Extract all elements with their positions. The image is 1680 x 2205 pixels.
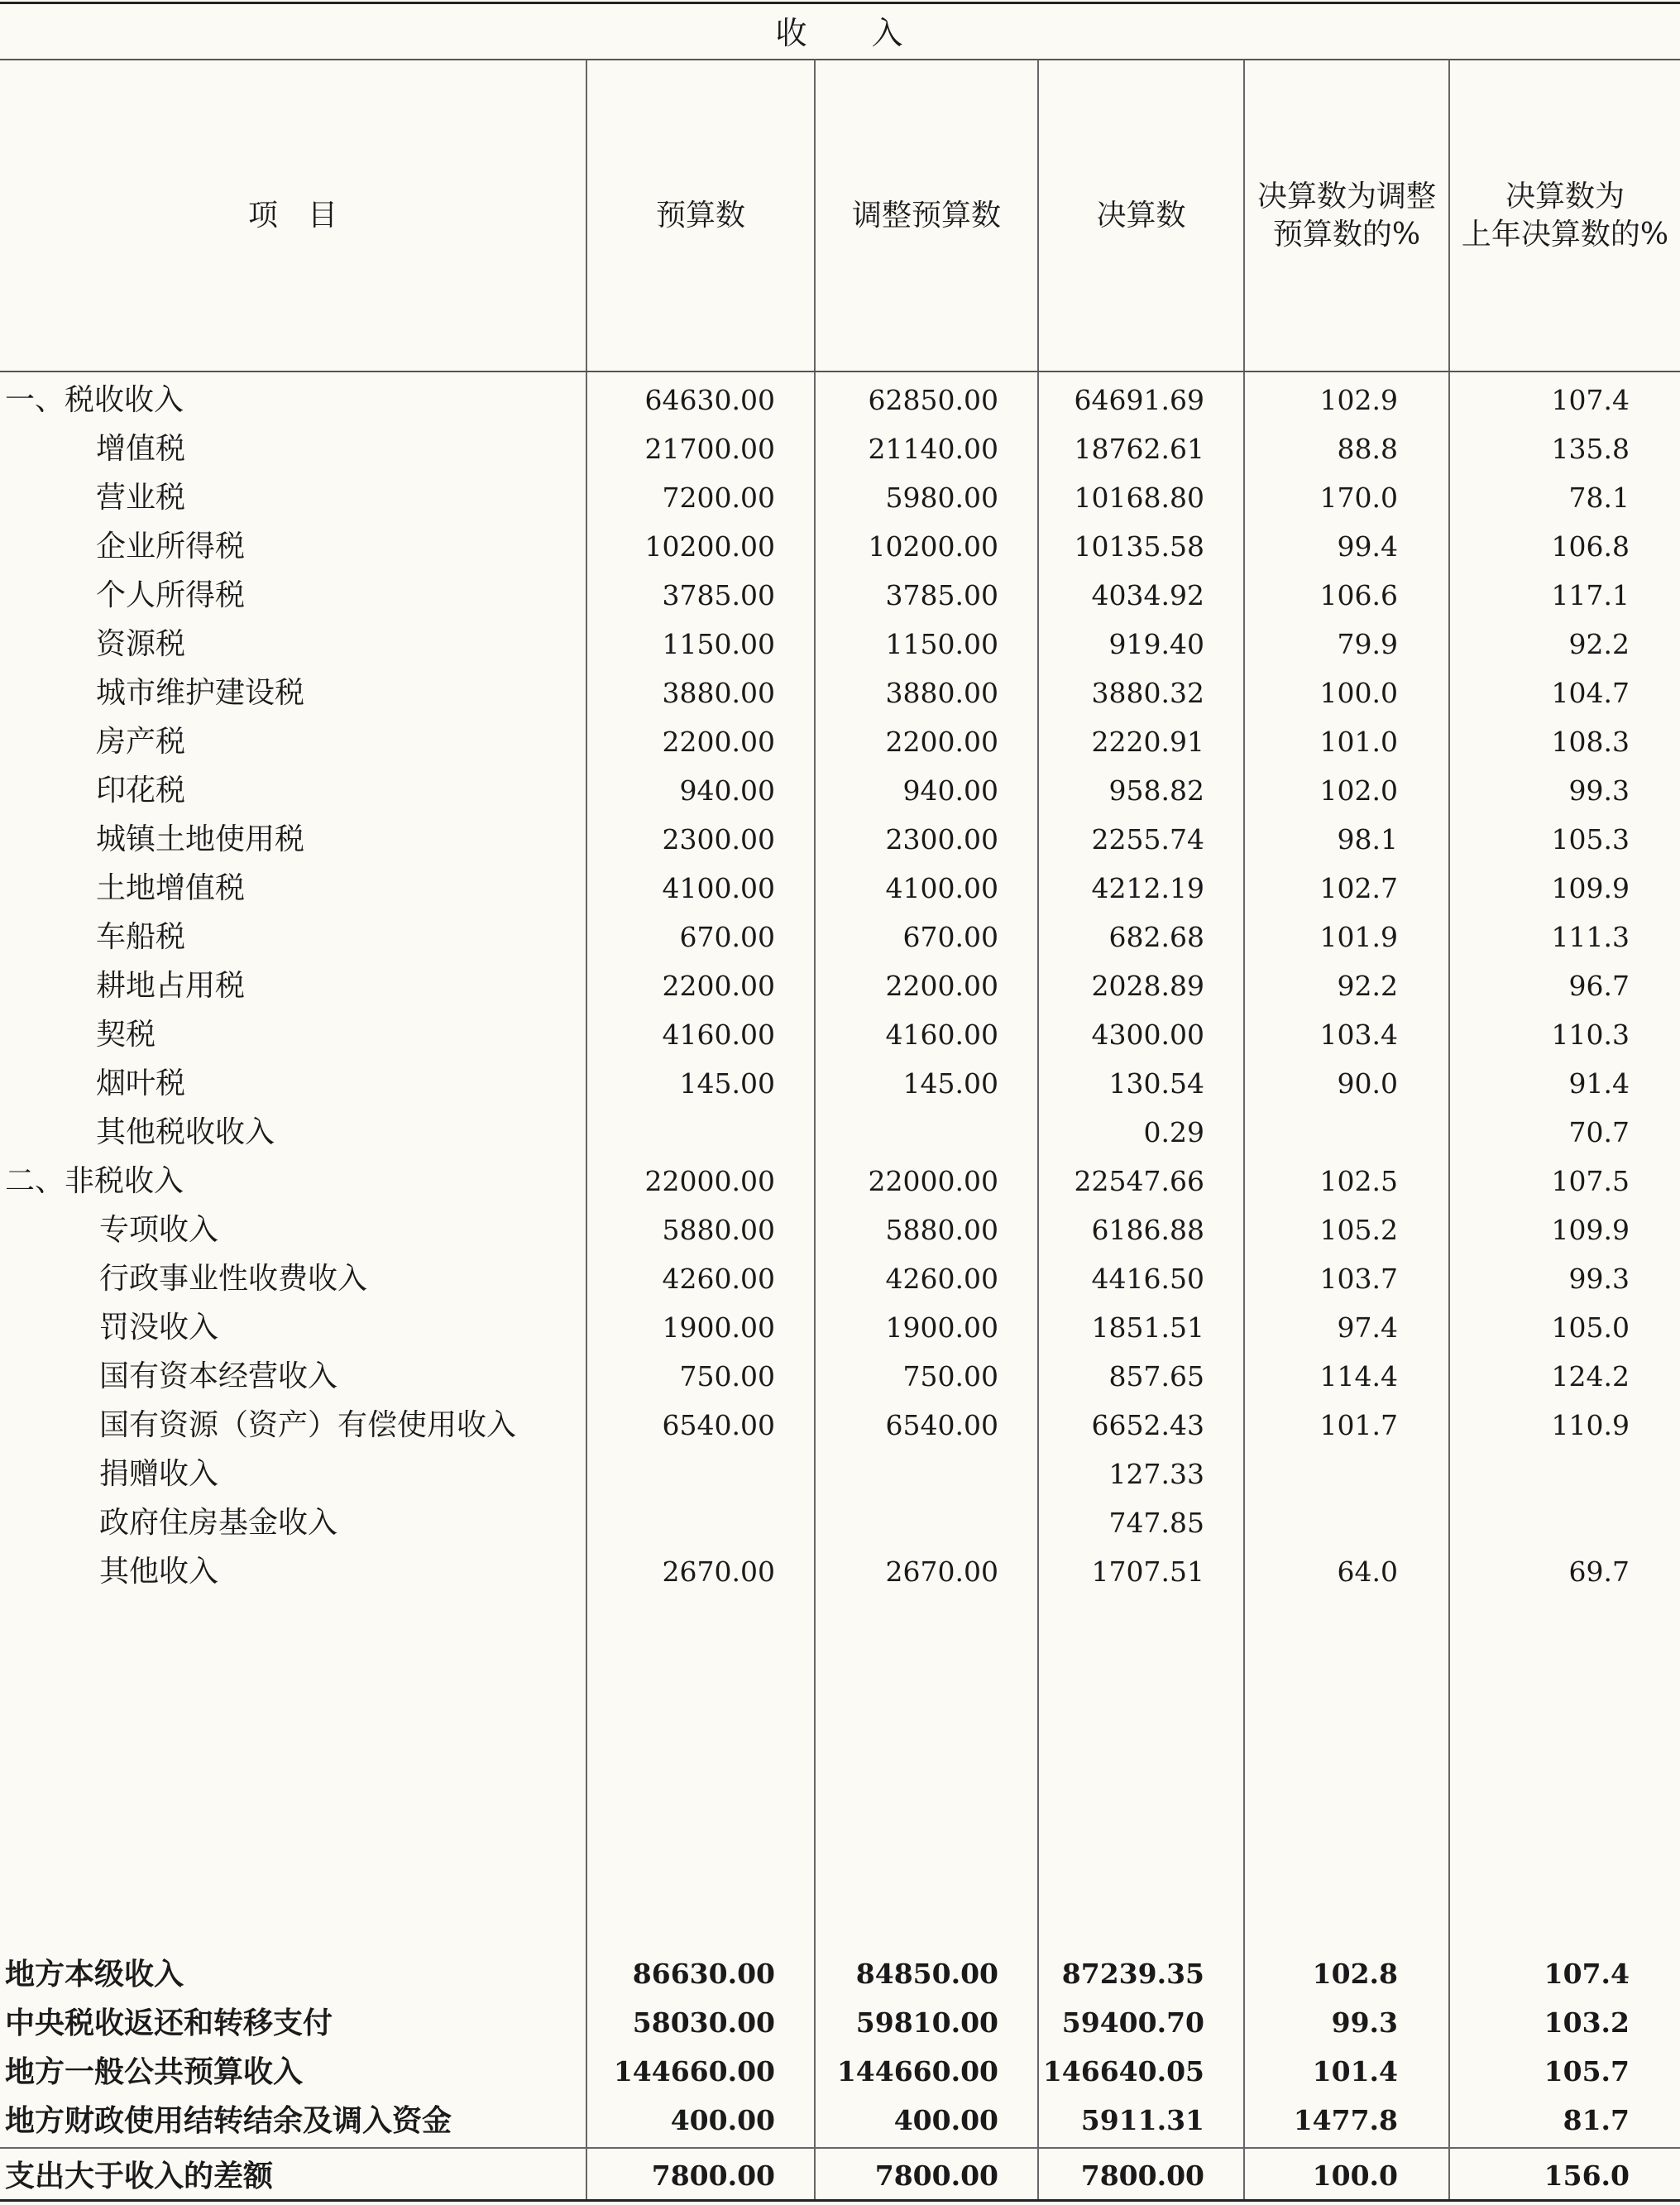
- row-pct-adj-value: 1477.8: [1293, 2104, 1398, 2136]
- row-pct-adj-value: 101.7: [1319, 1409, 1398, 1441]
- row-pct-prev-value: 106.8: [1551, 530, 1630, 563]
- row-budget-value: 2300.00: [662, 823, 775, 856]
- row-final-value: 4416.50: [1091, 1263, 1204, 1295]
- row-budget-value: 3880.00: [662, 677, 775, 709]
- row-budget-value: 22000.00: [644, 1165, 775, 1197]
- row-pct-prev-value: 78.1: [1568, 482, 1630, 514]
- row-item-label: 增值税: [96, 432, 186, 466]
- row-pct-adj-value: 101.4: [1312, 2055, 1398, 2088]
- row-pct-adj-value: 100.0: [1319, 677, 1398, 709]
- title-char-2: 入: [871, 15, 905, 51]
- row-adjusted-value: 1150.00: [885, 628, 998, 660]
- row-pct-adj-value: 102.0: [1319, 774, 1398, 807]
- row-pct-adj-value: 102.9: [1319, 384, 1398, 416]
- row-budget-value: 4100.00: [662, 872, 775, 904]
- row-budget-value: 21700.00: [644, 433, 775, 465]
- bottom-border: [0, 2199, 1680, 2202]
- row-item-label: 政府住房基金收入: [99, 1506, 338, 1540]
- row-item-label: 资源税: [96, 627, 186, 661]
- row-adjusted-value: 7800.00: [874, 2159, 998, 2192]
- row-adjusted-value: 4100.00: [885, 872, 998, 904]
- header-final: 决算数: [1096, 198, 1186, 232]
- row-pct-prev-value: 70.7: [1568, 1116, 1630, 1148]
- row-final-value: 958.82: [1108, 774, 1204, 807]
- row-pct-prev-value: 117.1: [1551, 579, 1630, 611]
- header-pct-last-year: 决算数为 上年决算数的%: [1461, 179, 1669, 252]
- row-budget-value: 1900.00: [662, 1311, 775, 1344]
- row-pct-prev-value: 69.7: [1568, 1555, 1630, 1588]
- row-pct-adj-value: 99.3: [1331, 2006, 1398, 2039]
- row-budget-value: 2670.00: [662, 1555, 775, 1588]
- row-final-value: 2220.91: [1091, 726, 1204, 758]
- row-final-value: 127.33: [1108, 1458, 1204, 1490]
- row-final-value: 6652.43: [1091, 1409, 1204, 1441]
- row-item-label: 印花税: [96, 774, 186, 808]
- row-adjusted-value: 5880.00: [885, 1214, 998, 1246]
- row-item-label: 其他收入: [99, 1555, 219, 1589]
- table-title: [0, 8, 1680, 58]
- row-budget-value: 58030.00: [632, 2006, 775, 2039]
- row-pct-prev-value: 109.9: [1551, 1214, 1630, 1246]
- row-budget-value: 10200.00: [644, 530, 775, 563]
- row-pct-prev-value: 124.2: [1551, 1360, 1630, 1393]
- row-adjusted-value: 6540.00: [885, 1409, 998, 1441]
- row-adjusted-value: 145.00: [902, 1067, 998, 1100]
- row-pct-adj-value: 105.2: [1319, 1214, 1398, 1246]
- row-pct-adj-value: 97.4: [1337, 1311, 1398, 1344]
- row-pct-prev-value: 96.7: [1568, 970, 1630, 1002]
- row-budget-value: 2200.00: [662, 970, 775, 1002]
- row-final-value: 1707.51: [1091, 1555, 1204, 1588]
- row-adjusted-value: 144660.00: [836, 2055, 998, 2088]
- row-pct-adj-value: 101.9: [1319, 921, 1398, 953]
- row-pct-prev-value: 92.2: [1568, 628, 1630, 660]
- row-item-label: 地方一般公共预算收入: [5, 2054, 304, 2089]
- row-budget-value: 5880.00: [662, 1214, 775, 1246]
- row-item-label: 捐赠收入: [99, 1457, 219, 1491]
- row-final-value: 10135.58: [1074, 530, 1204, 563]
- row-pct-adj-value: [1150, 1499, 1398, 1547]
- row-pct-adj-value: [1150, 1109, 1398, 1157]
- row-budget-value: 3785.00: [662, 579, 775, 611]
- row-pct-prev-value: 103.2: [1544, 2006, 1630, 2039]
- row-adjusted-value: 3880.00: [885, 677, 998, 709]
- row-adjusted-value: 400.00: [893, 2104, 998, 2136]
- row-budget-value: 940.00: [679, 774, 775, 807]
- header-pct-adjusted: 决算数为调整 预算数的%: [1256, 179, 1436, 252]
- row-budget-value: 145.00: [679, 1067, 775, 1100]
- row-item-label: 行政事业性收费收入: [99, 1262, 368, 1296]
- row-final-value: 3880.32: [1091, 677, 1204, 709]
- row-adjusted-value: 21140.00: [868, 433, 998, 465]
- row-final-value: 6186.88: [1091, 1214, 1204, 1246]
- row-final-value: 919.40: [1108, 628, 1204, 660]
- row-pct-prev-value: [1381, 1499, 1630, 1547]
- row-item-label: 土地增值税: [96, 871, 246, 905]
- row-item-label: 营业税: [96, 481, 186, 515]
- row-item-label: 国有资本经营收入: [99, 1359, 338, 1393]
- row-pct-prev-value: 91.4: [1568, 1067, 1630, 1100]
- row-final-value: 747.85: [1108, 1507, 1204, 1539]
- row-item-label: 中央税收返还和转移支付: [5, 2006, 333, 2040]
- row-budget-value: 750.00: [679, 1360, 775, 1393]
- row-item-label: 其他税收收入: [96, 1115, 275, 1149]
- row-final-value: 4212.19: [1091, 872, 1204, 904]
- row-pct-prev-value: 108.3: [1551, 726, 1630, 758]
- row-pct-adj-value: 103.4: [1319, 1019, 1398, 1051]
- row-pct-adj-value: 106.6: [1319, 579, 1398, 611]
- row-adjusted-value: 10200.00: [868, 530, 998, 563]
- row-pct-adj-value: [1150, 1450, 1398, 1498]
- row-final-value: 130.54: [1108, 1067, 1204, 1100]
- row-budget-value: [527, 1450, 775, 1498]
- row-pct-adj-value: 103.7: [1319, 1263, 1398, 1295]
- row-pct-prev-value: 99.3: [1568, 774, 1630, 807]
- row-pct-prev-value: 105.7: [1544, 2055, 1630, 2088]
- row-pct-prev-value: [1381, 1450, 1630, 1498]
- row-pct-adj-value: 170.0: [1319, 482, 1398, 514]
- row-final-value: 2028.89: [1091, 970, 1204, 1002]
- row-adjusted-value: 62850.00: [868, 384, 998, 416]
- row-item-label: 国有资源（资产）有偿使用收入: [99, 1408, 517, 1442]
- row-budget-value: 6540.00: [662, 1409, 775, 1441]
- title-char-1: 收: [775, 15, 809, 51]
- row-final-value: 64691.69: [1074, 384, 1204, 416]
- row-pct-prev-value: 107.4: [1544, 1958, 1630, 1990]
- row-item-label: 专项收入: [99, 1213, 219, 1247]
- header-item: 项 目: [247, 198, 337, 232]
- row-pct-adj-value: 98.1: [1337, 823, 1398, 856]
- row-final-value: 18762.61: [1074, 433, 1204, 465]
- row-adjusted-value: 670.00: [902, 921, 998, 953]
- row-budget-value: 670.00: [679, 921, 775, 953]
- row-pct-prev-value: 105.0: [1551, 1311, 1630, 1344]
- row-item-label: 契税: [96, 1018, 156, 1052]
- row-pct-prev-value: 135.8: [1551, 433, 1630, 465]
- row-pct-prev-value: 104.7: [1551, 677, 1630, 709]
- row-item-label: 城市维护建设税: [96, 676, 305, 710]
- row-budget-value: 400.00: [670, 2104, 775, 2136]
- row-budget-value: 86630.00: [632, 1958, 775, 1990]
- row-budget-value: 1150.00: [662, 628, 775, 660]
- row-final-value: 87239.35: [1061, 1958, 1204, 1990]
- row-item-label: 地方本级收入: [5, 1957, 184, 1992]
- row-adjusted-value: 2670.00: [885, 1555, 998, 1588]
- header-budget: 预算数: [655, 198, 745, 232]
- row-budget-value: 2200.00: [662, 726, 775, 758]
- row-item-label: 一、税收收入: [5, 383, 184, 417]
- row-item-label: 个人所得税: [96, 578, 246, 612]
- row-pct-adj-value: 79.9: [1337, 628, 1398, 660]
- row-item-label: 地方财政使用结转结余及调入资金: [5, 2103, 452, 2138]
- row-pct-prev-value: 156.0: [1544, 2159, 1630, 2192]
- row-item-label: 城镇土地使用税: [96, 822, 305, 856]
- row-adjusted-value: 3785.00: [885, 579, 998, 611]
- row-item-label: 房产税: [96, 725, 186, 759]
- row-pct-prev-value: 111.3: [1551, 921, 1630, 953]
- row-adjusted-value: 2300.00: [885, 823, 998, 856]
- row-pct-prev-value: 107.4: [1551, 384, 1630, 416]
- row-adjusted-value: 22000.00: [868, 1165, 998, 1197]
- row-pct-prev-value: 110.9: [1551, 1409, 1630, 1441]
- row-item-label: 耕地占用税: [96, 969, 246, 1003]
- row-adjusted-value: 1900.00: [885, 1311, 998, 1344]
- row-adjusted-value: 59810.00: [855, 2006, 998, 2039]
- row-pct-prev-value: 105.3: [1551, 823, 1630, 856]
- row-final-value: 857.65: [1108, 1360, 1204, 1393]
- row-item-label: 车船税: [96, 920, 186, 954]
- row-final-value: 2255.74: [1091, 823, 1204, 856]
- row-final-value: 4034.92: [1091, 579, 1204, 611]
- row-pct-adj-value: 102.7: [1319, 872, 1398, 904]
- row-pct-adj-value: 101.0: [1319, 726, 1398, 758]
- row-pct-adj-value: 90.0: [1337, 1067, 1398, 1100]
- row-final-value: 59400.70: [1061, 2006, 1204, 2039]
- row-budget-value: 144660.00: [613, 2055, 775, 2088]
- row-budget-value: 64630.00: [644, 384, 775, 416]
- row-pct-adj-value: 88.8: [1337, 433, 1398, 465]
- row-final-value: 4300.00: [1091, 1019, 1204, 1051]
- row-adjusted-value: 750.00: [902, 1360, 998, 1393]
- row-pct-prev-value: 81.7: [1563, 2104, 1630, 2136]
- header-divider: [0, 371, 1680, 372]
- row-pct-prev-value: 109.9: [1551, 872, 1630, 904]
- row-item-label: 罚没收入: [99, 1311, 219, 1345]
- last-row-divider: [0, 2147, 1680, 2149]
- row-item-label: 企业所得税: [96, 530, 246, 563]
- row-pct-prev-value: 107.5: [1551, 1165, 1630, 1197]
- row-item-label: 二、非税收入: [5, 1164, 184, 1198]
- row-final-value: 0.29: [1143, 1116, 1204, 1148]
- header-adjusted-budget: 调整预算数: [851, 198, 1001, 232]
- row-final-value: 682.68: [1108, 921, 1204, 953]
- row-budget-value: [527, 1109, 775, 1157]
- row-adjusted-value: 4160.00: [885, 1019, 998, 1051]
- row-final-value: 146640.05: [1042, 2055, 1204, 2088]
- row-pct-adj-value: 102.5: [1319, 1165, 1398, 1197]
- row-final-value: 1851.51: [1091, 1311, 1204, 1344]
- row-pct-adj-value: 64.0: [1337, 1555, 1398, 1588]
- row-adjusted-value: 84850.00: [855, 1958, 998, 1990]
- row-pct-adj-value: 99.4: [1337, 530, 1398, 563]
- row-adjusted-value: 5980.00: [885, 482, 998, 514]
- row-pct-prev-value: 99.3: [1568, 1263, 1630, 1295]
- row-item-label: 烟叶税: [96, 1067, 186, 1100]
- row-final-value: 7800.00: [1080, 2159, 1204, 2192]
- row-item-label: 支出大于收入的差额: [5, 2159, 274, 2193]
- row-budget-value: 4260.00: [662, 1263, 775, 1295]
- top-border: [0, 2, 1680, 4]
- row-final-value: 10168.80: [1074, 482, 1204, 514]
- row-pct-adj-value: 114.4: [1319, 1360, 1398, 1393]
- row-final-value: 22547.66: [1074, 1165, 1204, 1197]
- row-adjusted-value: 4260.00: [885, 1263, 998, 1295]
- row-pct-adj-value: 102.8: [1312, 1958, 1398, 1990]
- row-pct-adj-value: 100.0: [1312, 2159, 1398, 2192]
- row-budget-value: [527, 1499, 775, 1547]
- row-pct-adj-value: 92.2: [1337, 970, 1398, 1002]
- row-final-value: 5911.31: [1080, 2104, 1204, 2136]
- row-pct-prev-value: 110.3: [1551, 1019, 1630, 1051]
- row-adjusted-value: 940.00: [902, 774, 998, 807]
- row-budget-value: 7200.00: [662, 482, 775, 514]
- row-adjusted-value: 2200.00: [885, 970, 998, 1002]
- row-adjusted-value: 2200.00: [885, 726, 998, 758]
- row-budget-value: 7800.00: [651, 2159, 775, 2192]
- row-budget-value: 4160.00: [662, 1019, 775, 1051]
